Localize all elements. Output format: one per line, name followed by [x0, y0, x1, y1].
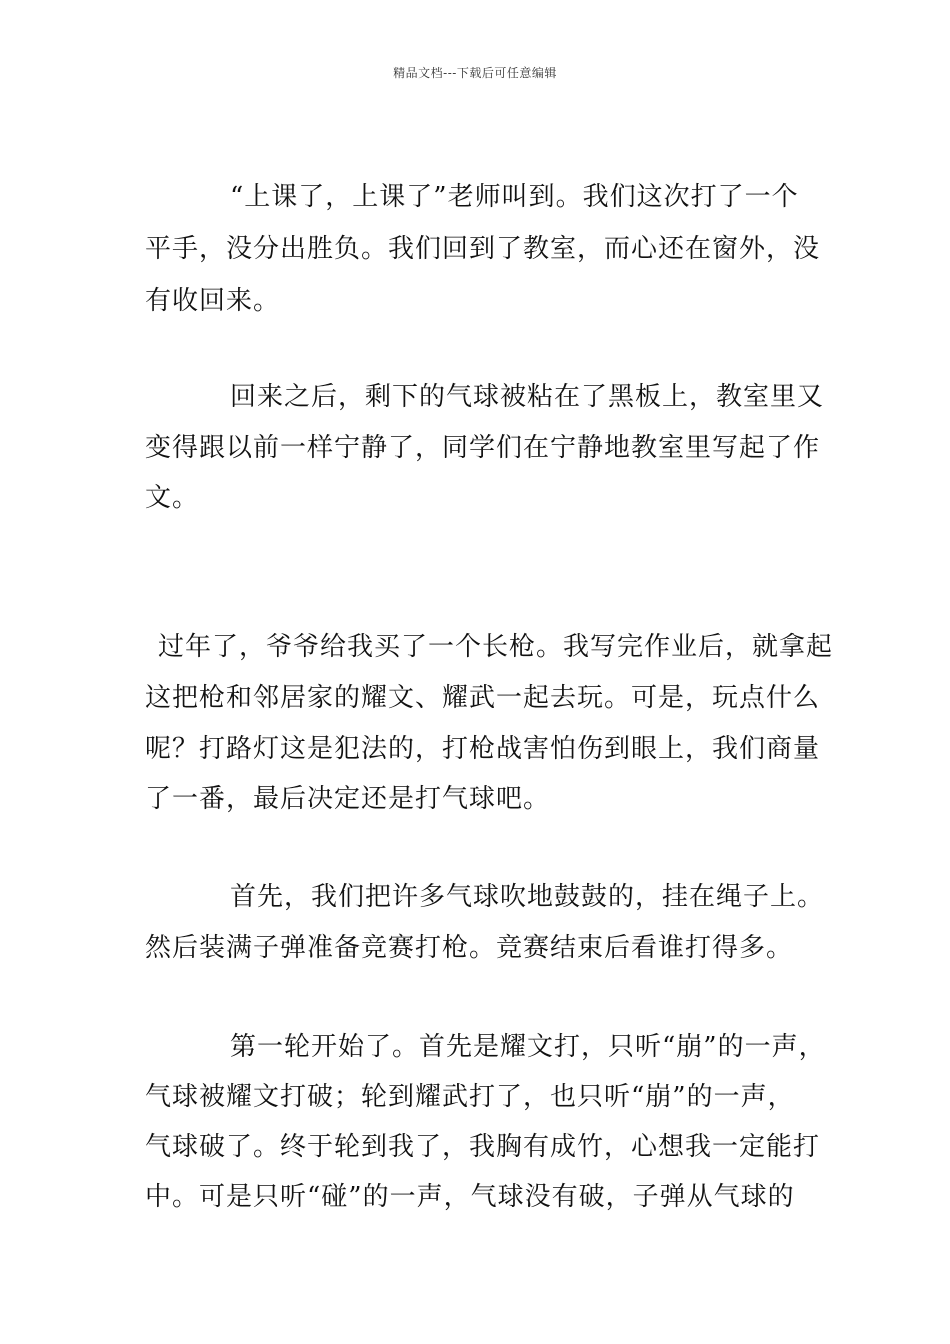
text-line: 这把枪和邻居家的耀文、耀武一起去玩。可是，玩点什么 [145, 683, 821, 713]
text-line: 首先，我们把许多气球吹地鼓鼓的，挂在绳子上。 [230, 882, 825, 912]
text-line: 回来之后，剩下的气球被粘在了黑板上，教室里又 [230, 382, 825, 412]
text-line: 呢？打路灯这是犯法的，打枪战害怕伤到眼上，我们商量 [145, 734, 821, 764]
text-line: “上课了，上课了”老师叫到。我们这次打了一个 [230, 182, 799, 212]
text-line: 气球被耀文打破；轮到耀武打了，也只听“崩”的一声， [145, 1082, 795, 1112]
text-line: 气球破了。终于轮到我了，我胸有成竹，心想我一定能打 [145, 1132, 821, 1162]
text-line: 变得跟以前一样宁静了，同学们在宁静地教室里写起了作 [145, 433, 821, 463]
text-line: 过年了，爷爷给我买了一个长枪。我写完作业后，就拿起 [158, 632, 834, 662]
text-line: 平手，没分出胜负。我们回到了教室，而心还在窗外，没 [145, 234, 821, 264]
text-line: 有收回来。 [145, 286, 281, 316]
text-line: 了一番，最后决定还是打气球吧。 [145, 784, 551, 814]
text-line: 第一轮开始了。首先是耀文打，只听“崩”的一声， [230, 1032, 826, 1062]
text-line: 文。 [145, 483, 200, 513]
text-line: 然后装满子弹准备竞赛打枪。竞赛结束后看谁打得多。 [145, 933, 794, 963]
page-header: 精品文档---下载后可任意编辑 [393, 66, 557, 80]
text-line: 中。可是只听“碰”的一声，气球没有破，子弹从气球的 [145, 1182, 795, 1212]
